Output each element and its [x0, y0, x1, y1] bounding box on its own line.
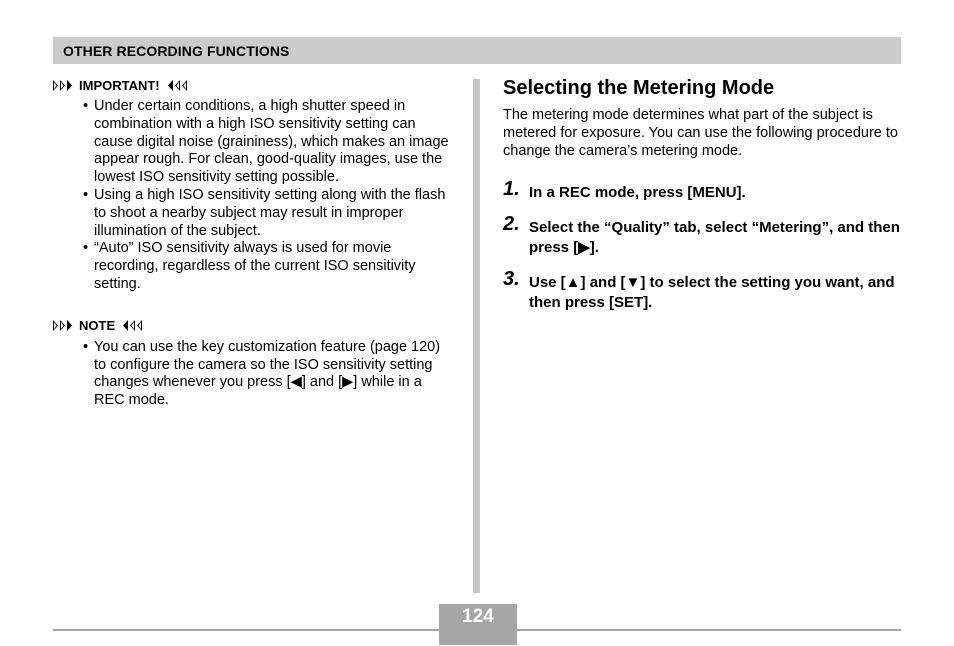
- page-number-tab: [439, 631, 517, 645]
- step-number: 2.: [503, 213, 520, 235]
- step-text: In a REC mode, press [MENU].: [529, 184, 746, 201]
- step-text: Use [▲] and [▼] to select the setting you want, and then press [SET].: [529, 274, 895, 311]
- procedure-steps: [503, 178, 903, 313]
- list-item: • Under certain conditions, a high shutter speed in combination with a high ISO sensitivity setting can cause digital noise (graininess), which makes an image appear rough. For clean, good-quality images, use the lowest ISO sensitivity setting possible.: [83, 98, 453, 187]
- triple-right-arrowhead-icon: [53, 80, 73, 91]
- right-column: [503, 76, 903, 328]
- page-number: 124: [439, 604, 517, 630]
- list-item: • Using a high ISO sensitivity setting along with the flash to shoot a nearby subject may result in improper illumination of the subject.: [83, 187, 453, 240]
- step-item: [503, 213, 903, 258]
- important-callout: [53, 76, 453, 94]
- triple-right-arrowhead-icon: [53, 320, 73, 331]
- intro-paragraph: The metering mode determines what part of the subject is metered for exposure. You can use the following procedure to change the camera’s metering mode.: [503, 107, 898, 159]
- column-divider: [473, 79, 480, 593]
- important-bullet-list: [83, 98, 453, 294]
- section-header-bar: [53, 37, 901, 64]
- note-bullet-list: [83, 339, 453, 410]
- note-callout: [53, 317, 453, 335]
- step-item: [503, 178, 903, 203]
- triple-left-arrowhead-icon: [167, 80, 187, 91]
- list-item: • “Auto” ISO sensitivity always is used for movie recording, regardless of the current ISO sensitivity setting.: [83, 240, 453, 293]
- list-item: • You can use the key customization feature (page 120) to configure the camera so the ISO sensitivity setting changes whenever you press [◀] and [▶] while in a REC mode.: [83, 339, 453, 410]
- section-header-title: OTHER RECORDING FUNCTIONS: [63, 43, 290, 59]
- step-item: [503, 268, 903, 313]
- note-label: NOTE: [79, 318, 116, 334]
- triple-left-arrowhead-icon: [122, 320, 142, 331]
- step-number: 3.: [503, 268, 520, 290]
- left-column: [53, 76, 453, 410]
- important-label: IMPORTANT!: [79, 77, 160, 93]
- step-number: 1.: [503, 178, 520, 200]
- step-text: Select the “Quality” tab, select “Metering”, and then press [▶].: [529, 219, 900, 256]
- page-title: Selecting the Metering Mode: [503, 77, 775, 99]
